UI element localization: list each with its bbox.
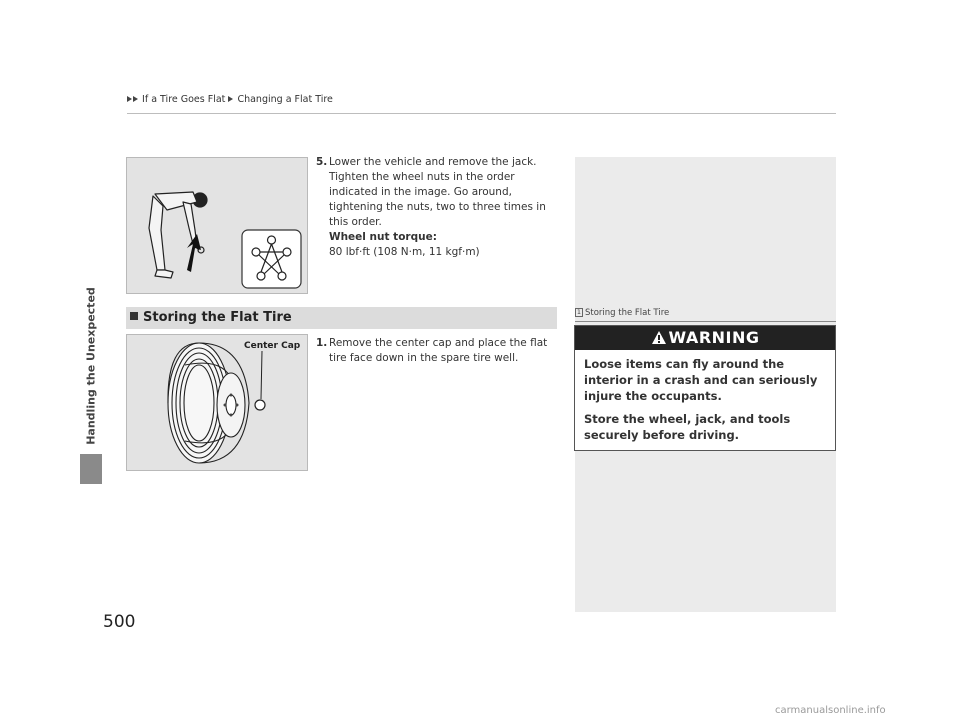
step-number: 1.	[316, 337, 328, 349]
section-heading-text: Storing the Flat Tire	[143, 310, 292, 325]
jack-illustration	[126, 157, 308, 294]
note-title-text: Storing the Flat Tire	[585, 308, 670, 318]
note-title	[575, 308, 669, 318]
torque-value: 80 lbf·ft (108 N·m, 11 kgf·m)	[329, 246, 480, 258]
tire-illustration	[126, 334, 308, 471]
warning-box	[574, 325, 836, 451]
side-tab-label: Handling the Unexpected	[84, 287, 98, 445]
warning-paragraph: Loose items can fly around the interior in a crash and can seriously injure the occupants.	[584, 357, 818, 403]
header-divider	[127, 113, 836, 114]
step-1	[316, 336, 556, 366]
warning-triangle-icon	[651, 330, 667, 345]
step-number: 5.	[316, 156, 328, 168]
breadcrumb-arrow-icon	[133, 96, 138, 102]
breadcrumb	[127, 94, 333, 105]
torque-label: Wheel nut torque:	[329, 231, 437, 243]
section-heading	[126, 307, 557, 329]
warning-header	[575, 326, 835, 350]
center-cap-label: Center Cap	[244, 341, 301, 351]
step-text: Tighten the wheel nuts in the order indicated in the image. Go around, tightening the nuts, two to three times in this order.	[329, 171, 546, 228]
reference-marker-icon: 1	[576, 308, 582, 316]
breadcrumb-arrow-icon	[228, 96, 233, 102]
tire-icon	[127, 335, 307, 470]
side-tab-marker	[80, 454, 102, 484]
warning-title: WARNING	[668, 328, 760, 347]
section-square-icon	[130, 312, 138, 320]
page-number: 500	[103, 612, 136, 632]
person-lowering-jack-icon	[127, 158, 307, 293]
center-cap-icon	[255, 400, 265, 410]
breadcrumb-arrow-icon	[127, 96, 132, 102]
breadcrumb-item-section[interactable]: If a Tire Goes Flat	[142, 94, 226, 105]
step-5	[316, 155, 556, 260]
watermark: carmanualsonline.info	[775, 705, 886, 716]
step-text: Remove the center cap and place the flat tire face down in the spare tire well.	[329, 337, 548, 364]
note-divider	[575, 321, 836, 322]
breadcrumb-item-page[interactable]: Changing a Flat Tire	[237, 94, 333, 105]
step-text: Lower the vehicle and remove the jack.	[329, 156, 537, 168]
warning-paragraph: Store the wheel, jack, and tools securely before driving.	[584, 412, 791, 442]
